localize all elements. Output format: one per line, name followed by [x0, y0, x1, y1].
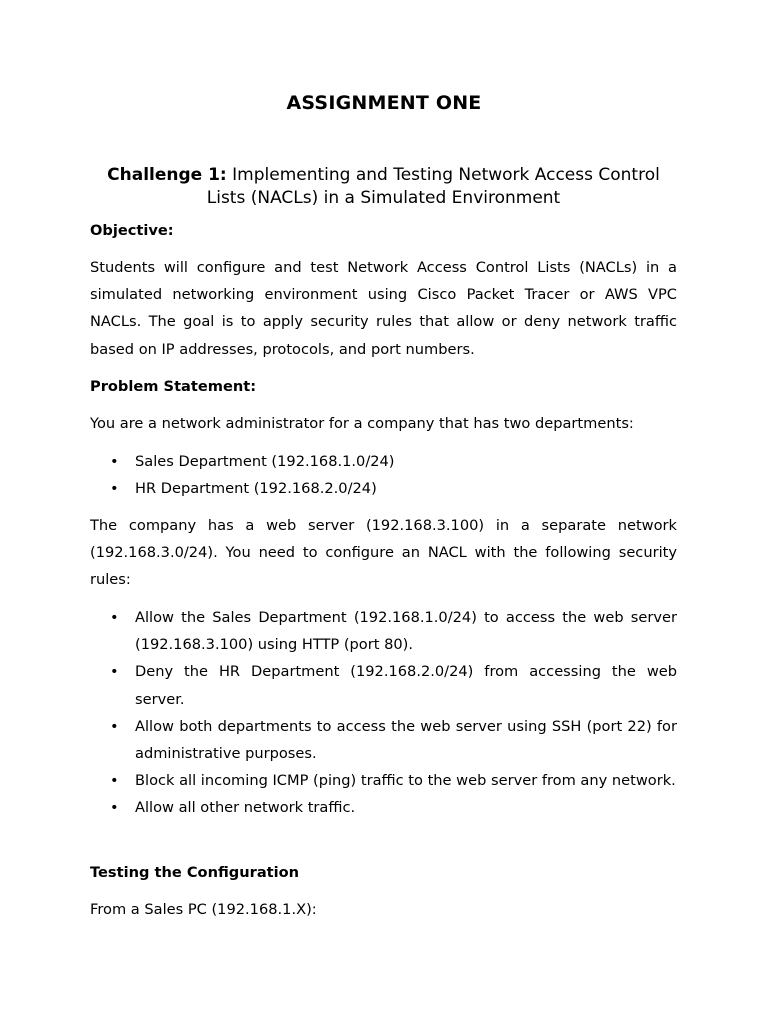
- challenge-text: Implementing and Testing Network Access Control Lists (NACLs) in a Simulated Environment: [206, 165, 660, 208]
- testing-heading: Testing the Configuration: [90, 864, 300, 881]
- problem-paragraph: The company has a web server (192.168.3.100) in a separate network (192.168.3.0/24). You need to configure an NACL with the following security rules:: [90, 517, 677, 589]
- document-title: ASSIGNMENT ONE: [286, 92, 482, 114]
- problem-heading: Problem Statement:: [90, 378, 257, 395]
- challenge-heading: [90, 164, 677, 210]
- bullet-icon: •: [110, 717, 119, 735]
- list-item: • HR Department (192.168.2.0/24): [90, 475, 677, 502]
- bullet-icon: •: [110, 799, 119, 817]
- bullet-icon: •: [110, 772, 119, 790]
- list-item: • Allow both departments to access the web server using SSH (port 22) for administrative purposes.: [90, 713, 677, 767]
- list-item: • Deny the HR Department (192.168.2.0/24) from accessing the web server.: [90, 658, 677, 712]
- problem-intro: You are a network administrator for a company that has two departments:: [90, 415, 634, 432]
- bullet-icon: •: [110, 609, 119, 626]
- list-item: • Sales Department (192.168.1.0/24): [90, 448, 677, 475]
- list-item: • Allow the Sales Department (192.168.1.0/24) to access the web server (192.168.3.100) using HTTP (port 80).: [90, 604, 677, 658]
- bullet-icon: •: [110, 480, 119, 498]
- bullet-icon: •: [110, 453, 119, 470]
- challenge-lead: Challenge 1:: [107, 165, 227, 185]
- objective-heading: Objective:: [90, 222, 174, 239]
- list-item: • Block all incoming ICMP (ping) traffic to the web server from any network.: [90, 767, 677, 794]
- objective-paragraph: Students will configure and test Network Access Control Lists (NACLs) in a simulated networking environment using Cisco Packet Tracer or AWS VPC NACLs. The goal is to apply security rules that allow or deny network traffic based on IP addresses, protocols, and port numbers.: [90, 259, 677, 358]
- testing-line: From a Sales PC (192.168.1.X):: [90, 901, 317, 918]
- departments-list: [90, 448, 677, 502]
- rules-list: [90, 604, 677, 822]
- list-item: • Allow all other network traffic.: [90, 794, 677, 821]
- bullet-icon: •: [110, 663, 119, 681]
